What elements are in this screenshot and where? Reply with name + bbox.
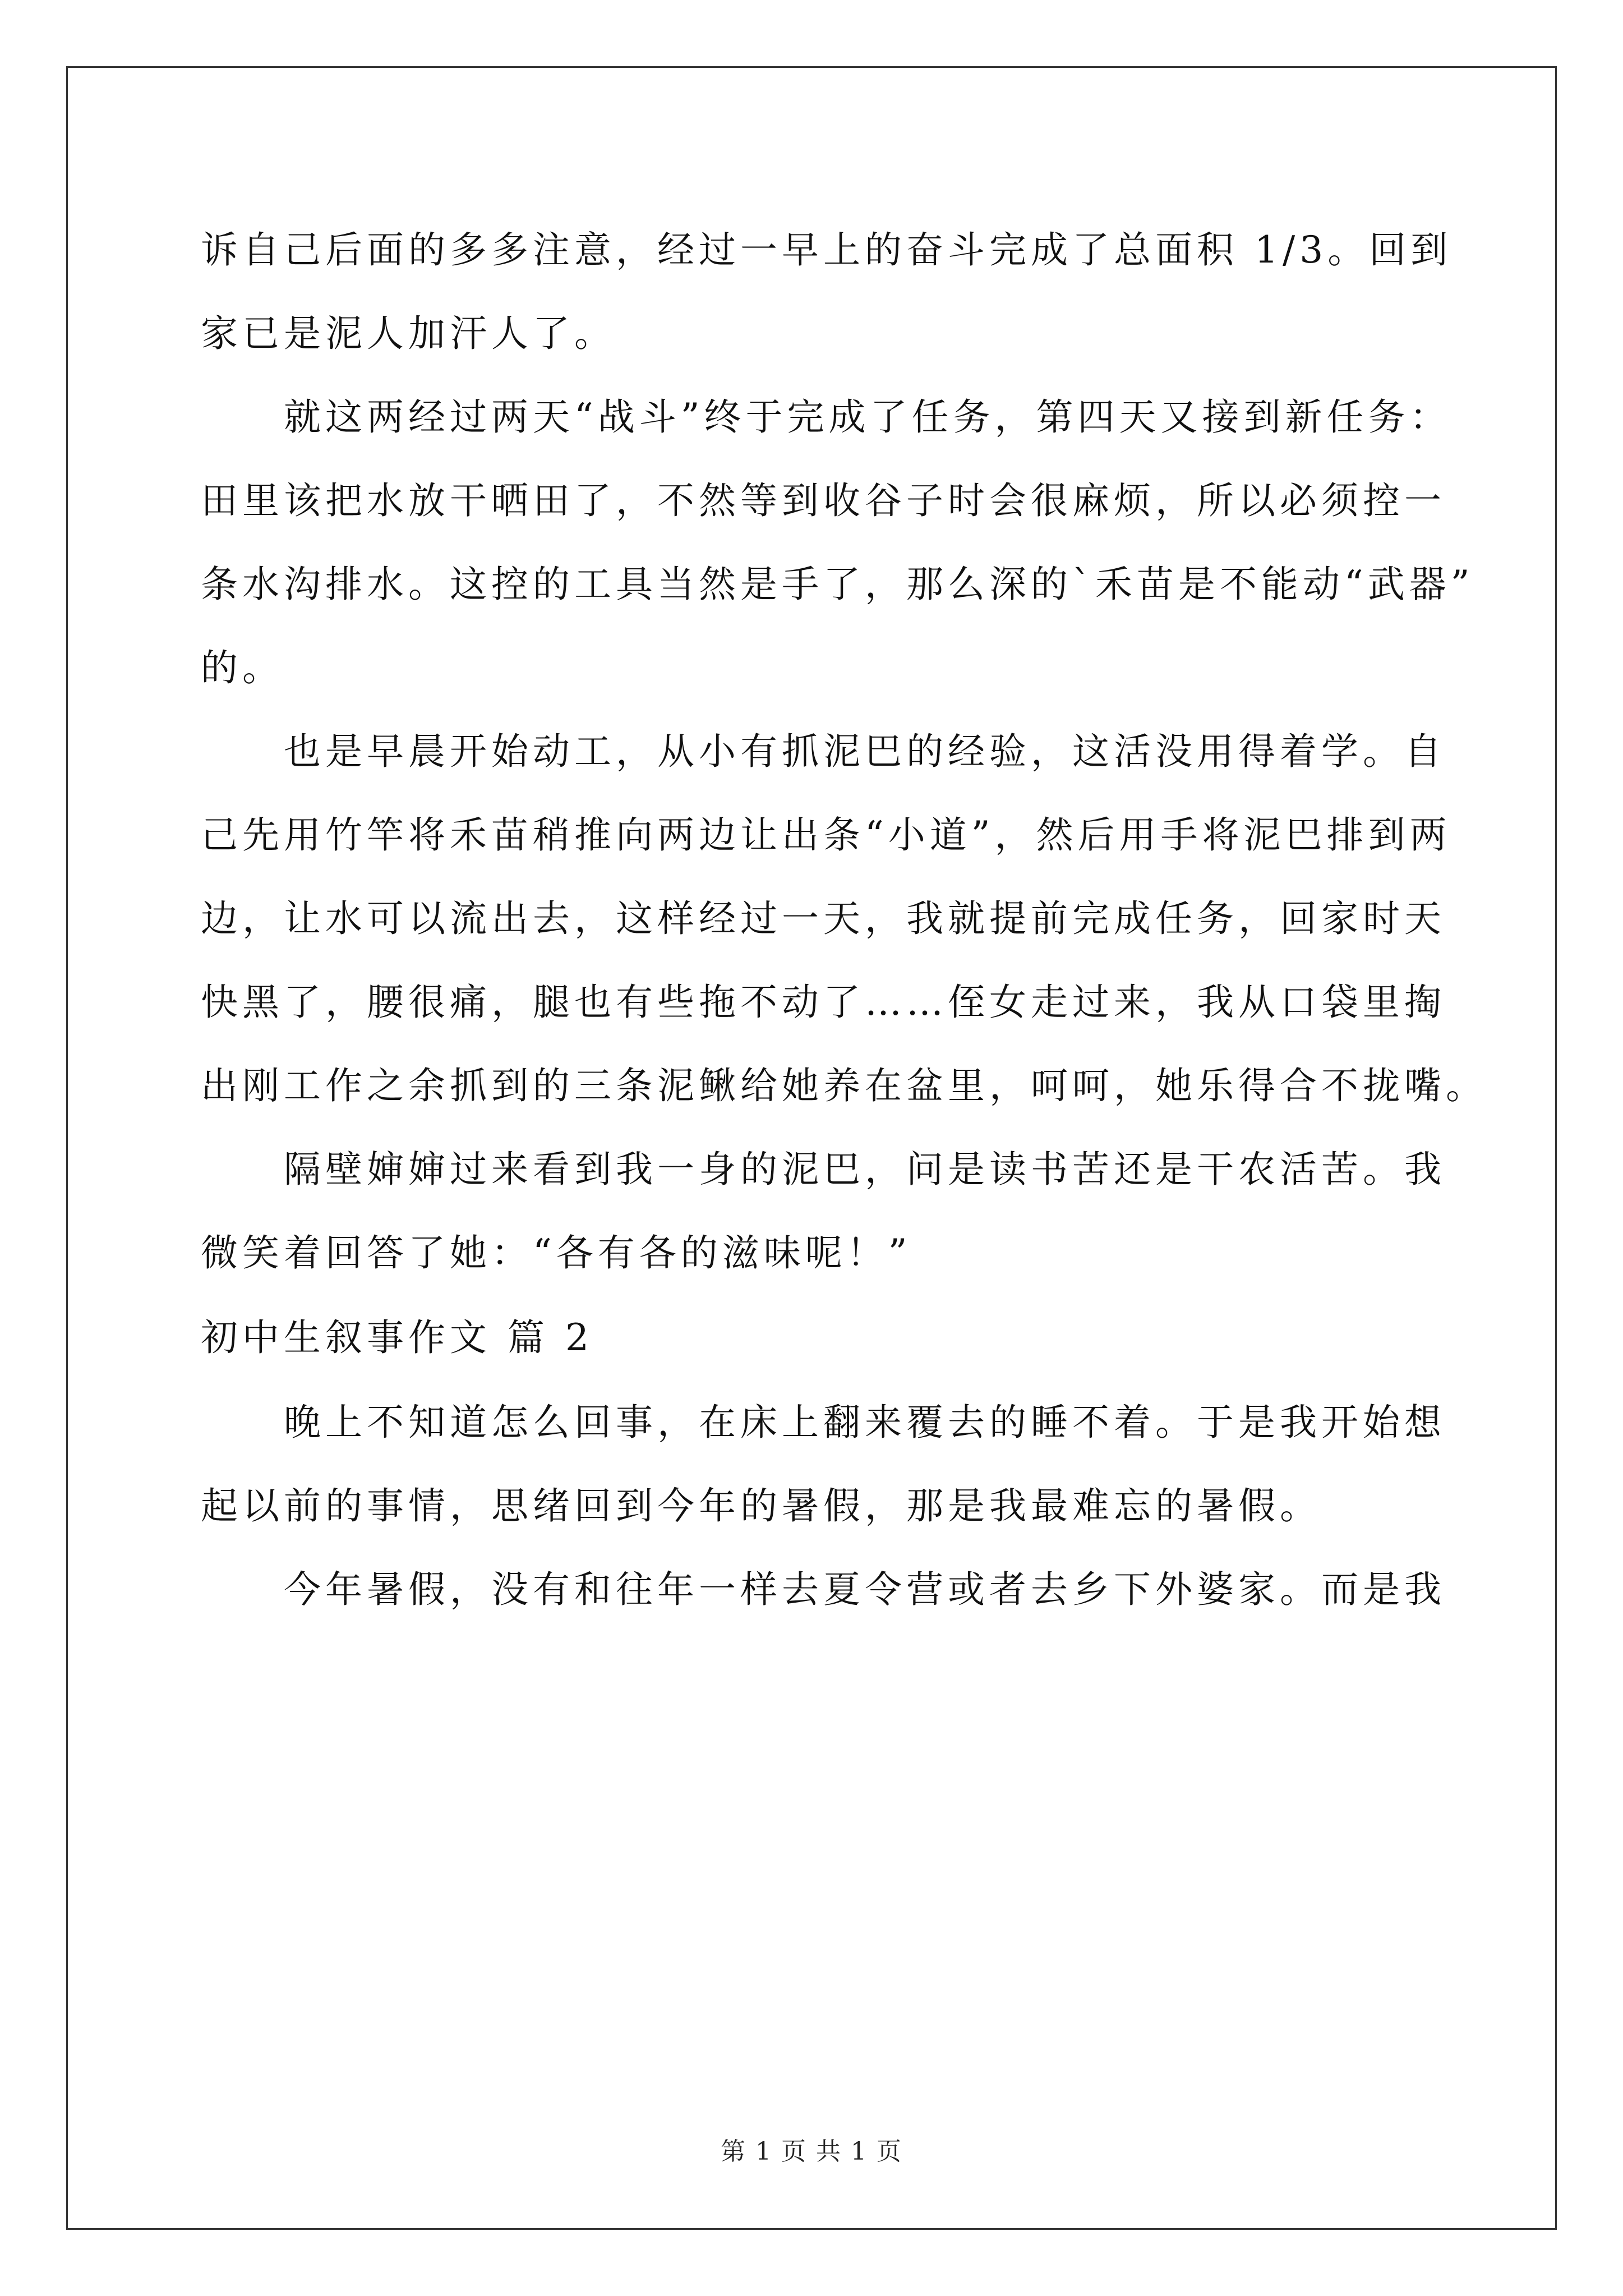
paragraph-start-line: 晚上不知道怎么回事，在床上翻来覆去的睡不着。于是我开始想 [284, 1401, 1446, 1444]
body-line: 条水沟排水。这控的工具当然是手了，那么深的`禾苗是不能动“武器” [201, 563, 1474, 606]
paragraph-start-line: 今年暑假，没有和往年一样去夏令营或者去乡下外婆家。而是我 [284, 1568, 1446, 1611]
paragraph-start-line: 也是早晨开始动工，从小有抓泥巴的经验，这活没用得着学。自 [284, 730, 1446, 773]
paragraph-start-line: 就这两经过两天“战斗”终于完成了任务，第四天又接到新任务： [284, 395, 1451, 439]
body-line: 家已是泥人加汗人了。 [201, 312, 616, 355]
body-line: 己先用竹竿将禾苗稍推向两边让出条“小道”，然后用手将泥巴排到两 [201, 813, 1451, 857]
body-line: 边，让水可以流出去，这样经过一天，我就提前完成任务，回家时天 [201, 897, 1446, 940]
section-heading: 初中生叙事作文 篇 2 [201, 1316, 593, 1359]
body-line: 出刚工作之余抓到的三条泥鳅给她养在盆里，呵呵，她乐得合不拢嘴。 [201, 1064, 1487, 1107]
body-line: 田里该把水放干晒田了，不然等到收谷子时会很麻烦，所以必须控一 [201, 479, 1446, 522]
body-line: 的。 [201, 646, 284, 689]
body-line: 起以前的事情，思绪回到今年的暑假，那是我最难忘的暑假。 [201, 1484, 1321, 1527]
body-line: 快黑了，腰很痛，腿也有些拖不动了……侄女走过来，我从口袋里掏 [201, 981, 1446, 1024]
body-line: 诉自己后面的多多注意，经过一早上的奋斗完成了总面积 1/3。回到 [201, 228, 1453, 272]
page-number-footer: 第 1 页 共 1 页 [721, 2137, 902, 2166]
paragraph-start-line: 隔壁婶婶过来看到我一身的泥巴，问是读书苦还是干农活苦。我 [284, 1148, 1446, 1191]
body-line: 微笑着回答了她：“各有各的滋味呢！” [201, 1231, 912, 1274]
